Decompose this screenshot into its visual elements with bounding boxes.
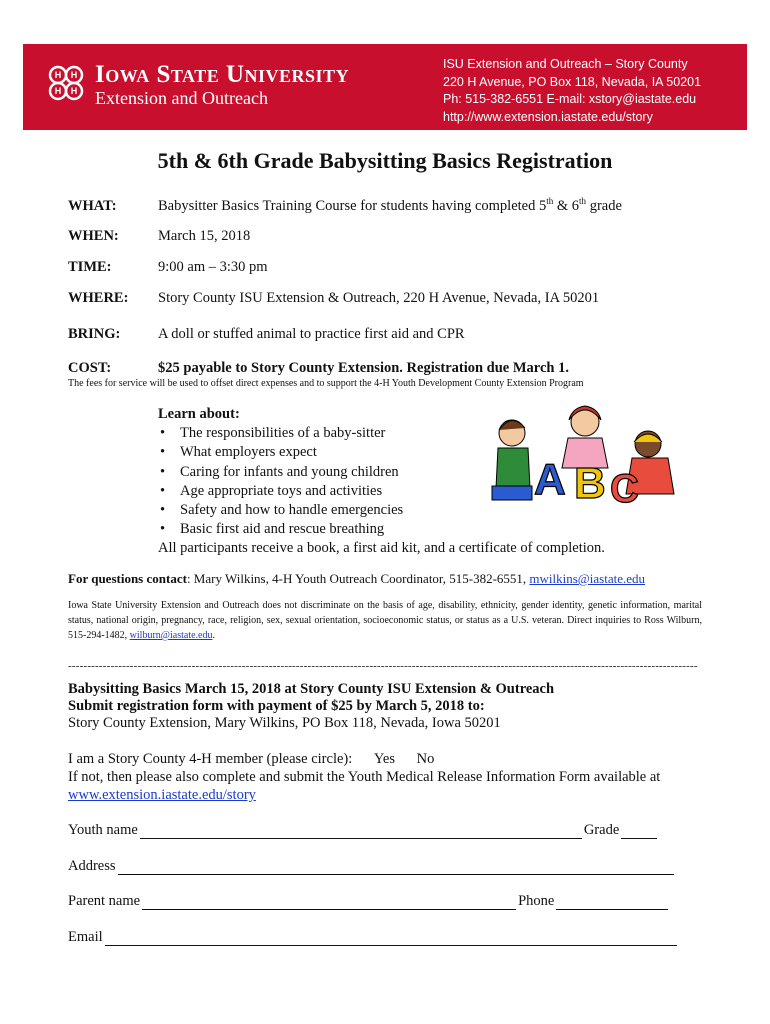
email-row bbox=[68, 929, 679, 946]
coordinator-email-link[interactable]: mwilkins@iastate.edu bbox=[529, 571, 645, 586]
division-name: Extension and Outreach bbox=[95, 88, 268, 108]
what-value-a: Babysitter Basics Training Course for students having completed 5 bbox=[158, 197, 547, 214]
list-item: • Caring for infants and young children bbox=[158, 463, 605, 482]
time-row bbox=[68, 259, 268, 276]
list-item: • Age appropriate toys and activities bbox=[158, 482, 605, 501]
medical-link-row bbox=[68, 786, 256, 804]
email-label: Email bbox=[68, 929, 103, 945]
office-website[interactable]: http://www.extension.iastate.edu/story bbox=[443, 109, 653, 124]
bring-label: BRING: bbox=[68, 326, 121, 342]
form-line-1: Babysitting Basics March 15, 2018 at Story County ISU Extension & Outreach bbox=[68, 681, 555, 697]
cost-label: COST: bbox=[68, 360, 112, 376]
member-question: I am a Story County 4-H member (please circle): bbox=[68, 751, 353, 767]
youth-name-label: Youth name bbox=[68, 822, 138, 838]
member-question-row bbox=[68, 750, 434, 768]
list-item: • Basic first aid and rescue breathing bbox=[158, 520, 605, 539]
list-item: • The responsibilities of a baby-sitter bbox=[158, 424, 605, 443]
svg-text:H: H bbox=[54, 86, 62, 96]
office-address: 220 H Avenue, PO Box 118, Nevada, IA 50201 bbox=[443, 74, 702, 89]
questions-contact bbox=[68, 571, 645, 587]
office-name: ISU Extension and Outreach – Story County bbox=[443, 57, 688, 71]
grade-label: Grade bbox=[583, 822, 620, 838]
bring-value: A doll or stuffed animal to practice first aid and CPR bbox=[158, 326, 465, 342]
address-field[interactable] bbox=[118, 859, 674, 875]
fees-note: The fees for service will be used to offset direct expenses and to support the 4-H Youth Development County Extension Program bbox=[68, 378, 584, 389]
member-no-option[interactable]: No bbox=[416, 751, 435, 767]
email-field[interactable] bbox=[105, 930, 677, 946]
where-value: Story County ISU Extension & Outreach, 220 H Avenue, Nevada, IA 50201 bbox=[158, 290, 600, 306]
what-row bbox=[68, 196, 622, 215]
list-item: • Safety and how to handle emergencies bbox=[158, 501, 605, 520]
time-label: TIME: bbox=[68, 259, 112, 275]
office-phone-email: Ph: 515-382-6551 E-mail: xstory@iastate.edu bbox=[443, 92, 697, 106]
youth-name-field[interactable] bbox=[140, 823, 582, 839]
address-row bbox=[68, 858, 676, 875]
when-value: March 15, 2018 bbox=[158, 228, 251, 244]
learn-closing: All participants receive a book, a first aid kit, and a certificate of completion. bbox=[158, 540, 605, 557]
cost-row bbox=[68, 360, 569, 377]
cost-value: $25 payable to Story County Extension. Registration due March 1. bbox=[158, 360, 569, 376]
where-row bbox=[68, 290, 599, 307]
time-value: 9:00 am – 3:30 pm bbox=[158, 259, 268, 275]
nondiscrimination-statement bbox=[68, 598, 702, 643]
what-label: WHAT: bbox=[68, 197, 117, 214]
bring-row bbox=[68, 326, 465, 343]
medical-form-link[interactable]: www.extension.iastate.edu/story bbox=[68, 787, 256, 803]
parent-name-field[interactable] bbox=[142, 894, 516, 910]
where-label: WHERE: bbox=[68, 290, 129, 306]
address-label: Address bbox=[68, 858, 116, 874]
form-line-3: Story County Extension, Mary Wilkins, PO Box 118, Nevada, Iowa 50201 bbox=[68, 715, 501, 731]
member-yes-option[interactable]: Yes bbox=[373, 751, 395, 767]
what-sup-b: th bbox=[579, 196, 587, 206]
university-name: Iowa State University bbox=[95, 61, 350, 88]
svg-text:H: H bbox=[70, 86, 78, 96]
medical-note: If not, then please also complete and submit the Youth Medical Release Information Form available at bbox=[68, 769, 661, 785]
what-value-b: & 6 bbox=[553, 197, 580, 214]
youth-name-row bbox=[68, 822, 659, 839]
page-title: 5th & 6th Grade Babysitting Basics Registration bbox=[157, 148, 613, 173]
four-h-clover-icon bbox=[45, 62, 87, 104]
parent-name-label: Parent name bbox=[68, 893, 141, 909]
phone-field[interactable] bbox=[556, 894, 668, 910]
svg-text:H: H bbox=[70, 70, 78, 80]
svg-text:B: B bbox=[574, 459, 606, 508]
svg-text:C: C bbox=[610, 467, 639, 508]
form-line-2: Submit registration form with payment of $25 by March 5, 2018 to: bbox=[68, 698, 485, 714]
learn-heading: Learn about: bbox=[158, 406, 240, 422]
parent-row bbox=[68, 893, 670, 910]
disclaimer-end: . bbox=[212, 630, 215, 641]
phone-label: Phone bbox=[518, 893, 555, 909]
wilburn-email-link[interactable]: wilburn@iastate.edu bbox=[129, 630, 213, 641]
isu-logo bbox=[45, 62, 349, 108]
questions-label: For questions contact bbox=[68, 571, 187, 586]
office-contact bbox=[443, 56, 701, 126]
svg-text:H: H bbox=[54, 70, 62, 80]
what-sup-a: th bbox=[546, 196, 554, 206]
grade-field[interactable] bbox=[621, 823, 657, 839]
what-value-c: grade bbox=[586, 197, 622, 214]
header-banner bbox=[23, 44, 747, 130]
cut-line-divider: ------------------------------------------------------------------------------------------------------------------------------------------------------------------- bbox=[68, 660, 698, 672]
when-label: WHEN: bbox=[68, 228, 119, 244]
disclaimer-text: Iowa State University Extension and Outreach does not discriminate on the basis of age, disability, ethnicity, gender identity, genetic information, marital status, national origin, pregnancy, race, religion, sex, sexual orientation, socioeconomic status, or status as a U.S. veteran. Direct inquiries to Ross Wilburn, 515-294-1482, bbox=[68, 600, 702, 641]
svg-text:A: A bbox=[534, 455, 566, 504]
children-abc-blocks-illustration bbox=[490, 398, 690, 508]
when-row bbox=[68, 228, 250, 245]
list-item: • What employers expect bbox=[158, 443, 605, 462]
questions-text: : Mary Wilkins, 4-H Youth Outreach Coordinator, 515-382-6551, bbox=[186, 571, 530, 586]
